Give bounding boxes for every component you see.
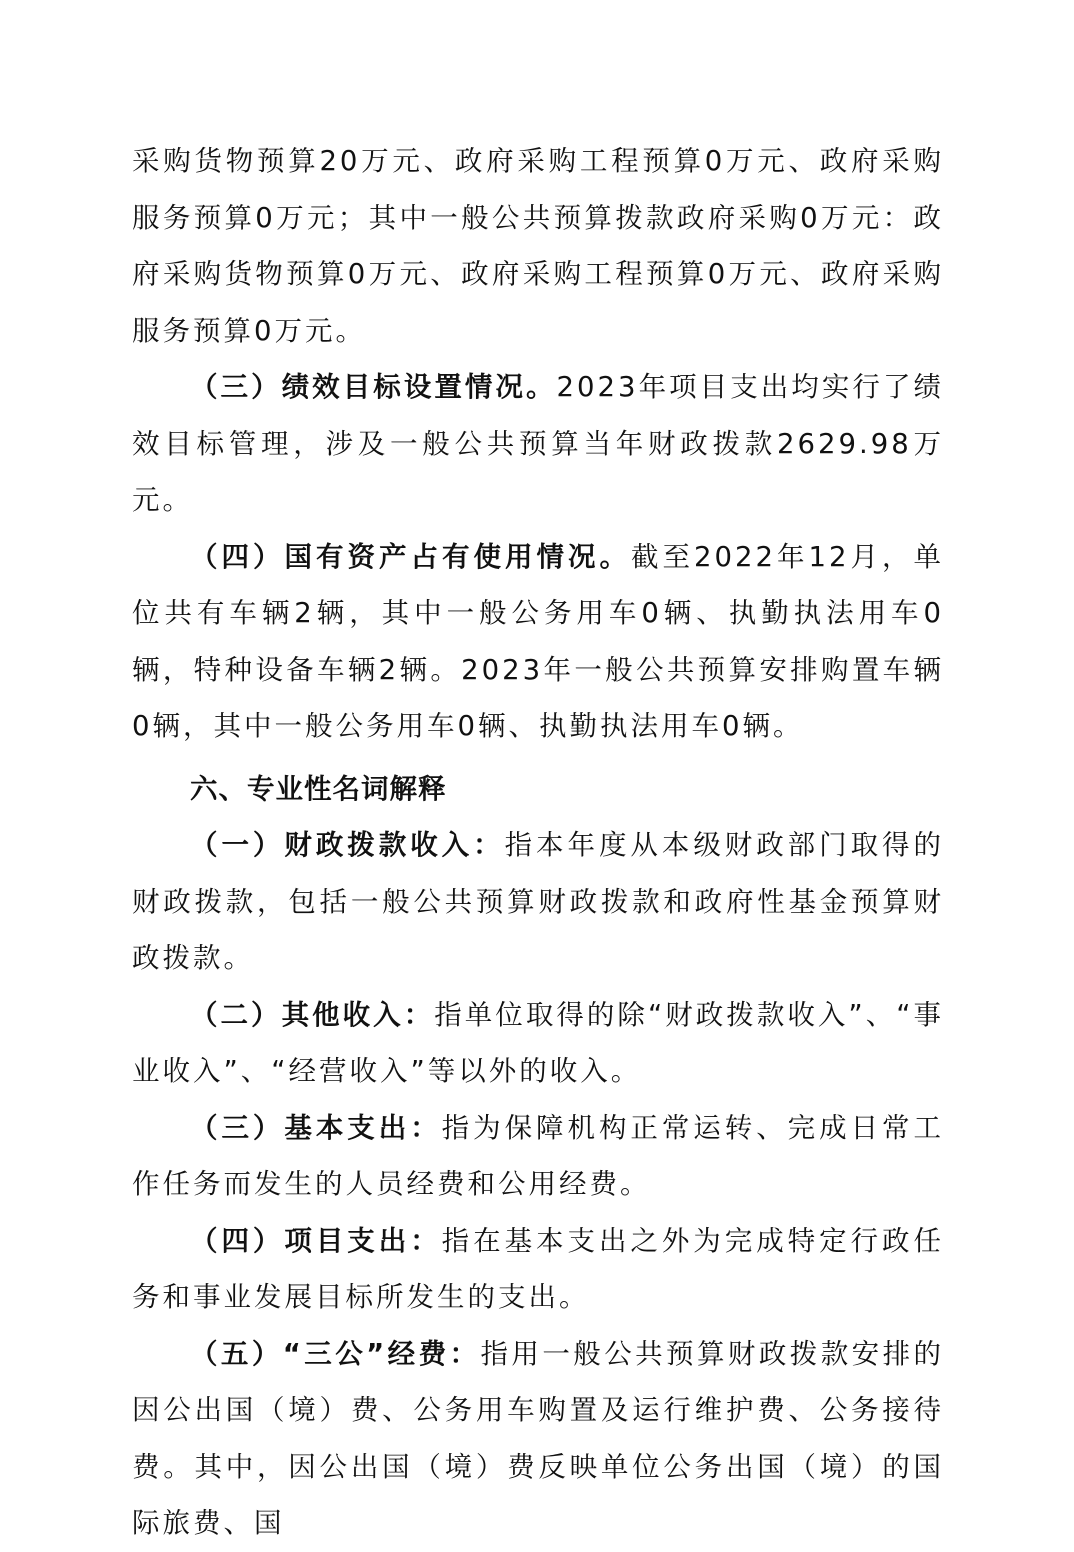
term-three-public-expenses-paragraph [132,1326,944,1552]
state-assets-heading: （四）国有资产占有使用情况。 [190,540,632,573]
term-project-expenditure-label: （四）项目支出： [190,1224,442,1257]
performance-target-paragraph [132,359,944,529]
term-three-public-expenses-label: （五）“三公”经费： [190,1337,481,1370]
term-project-expenditure-definition: 指在基本支出之外为完成特定行政任务和事业发展目标所发生的支出。 [132,1224,945,1313]
term-basic-expenditure-label: （三）基本支出： [190,1111,442,1144]
document-body [132,133,944,1552]
section-six-heading: 六、专业性名词解释 [190,772,447,805]
state-assets-text: 截至2022年12月，单位共有车辆2辆，其中一般公务用车0辆、执勤执法用车0辆，特种设备车辆2辆。2023年一般公共预算安排购置车辆0辆，其中一般公务用车0辆、执勤执法用车0辆。 [132,540,944,742]
term-basic-expenditure-paragraph [132,1100,944,1213]
term-fiscal-appropriation-definition: 指本年度从本级财政部门取得的财政拨款，包括一般公共预算财政拨款和政府性基金预算财政拨款。 [132,829,945,974]
term-other-income-paragraph [132,987,944,1100]
term-three-public-expenses-definition: 指用一般公共预算财政拨款安排的因公出国（境）费、公务用车购置及运行维护费、公务接待费。其中，因公出国（境）费反映单位公务出国（境）的国际旅费、国 [132,1337,945,1539]
state-assets-paragraph [132,529,944,755]
term-fiscal-appropriation-paragraph [132,817,944,987]
term-other-income-definition: 指单位取得的除“财政拨款收入”、“事业收入”、“经营收入”等以外的收入。 [132,998,944,1087]
term-basic-expenditure-definition: 指为保障机构正常运转、完成日常工作任务而发生的人员经费和公用经费。 [132,1111,945,1200]
procurement-continuation-paragraph [132,133,944,359]
performance-target-text: 2023年项目支出均实行了绩效目标管理，涉及一般公共预算当年财政拨款2629.98万元。 [132,371,944,516]
term-fiscal-appropriation-label: （一）财政拨款收入： [190,829,505,861]
procurement-continuation-text: 采购货物预算20万元、政府采购工程预算0万元、政府采购服务预算0万元；其中一般公共预算拨款政府采购0万元：政府采购货物预算0万元、政府采购工程预算0万元、政府采购服务预算0万元。 [132,145,944,347]
term-project-expenditure-paragraph [132,1213,944,1326]
term-other-income-label: （二）其他收入： [190,998,435,1031]
performance-target-heading: （三）绩效目标设置情况。 [190,371,557,403]
